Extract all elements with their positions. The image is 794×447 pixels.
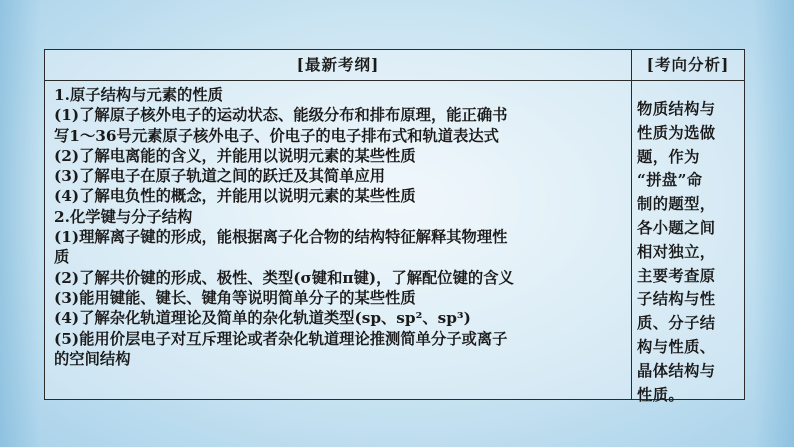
analysis-line: 各小题之间 — [637, 218, 716, 237]
syllabus-line: 2.化学键与分子结构 — [54, 207, 193, 226]
analysis-line: 物质结构与 — [637, 100, 716, 118]
right-edge-shade — [754, 0, 794, 447]
syllabus-line: (3)了解电子在原子轨道之间的跃迁及其简单应用 — [54, 167, 386, 186]
syllabus-line: (1)理解离子键的形成，能根据离子化合物的结构特征解释其物理性 — [54, 228, 508, 247]
left-edge-shade — [0, 0, 40, 447]
analysis-line: 相对独立， — [637, 242, 716, 261]
analysis-line: 质、分子结 — [637, 314, 716, 333]
syllabus-line: (1)了解原子核外电子的运动状态、能级分布和排布原理，能正确书 — [54, 106, 508, 125]
syllabus-line: (2)了解电离能的含义，并能用以说明元素的某些性质 — [54, 146, 416, 165]
header-latest-syllabus: [最新考纲] — [296, 55, 380, 74]
analysis-line: 性质为选做 — [637, 123, 716, 142]
column-divider — [631, 50, 632, 399]
analysis-line: 性质。 — [637, 385, 685, 404]
analysis-line: 构与性质、 — [637, 337, 716, 356]
syllabus-line: 质 — [54, 248, 70, 267]
header-divider — [45, 80, 744, 81]
analysis-line: 制的题型， — [637, 195, 716, 214]
analysis-line: 主要考查原 — [637, 266, 716, 285]
syllabus-line: (4)了解杂化轨道理论及简单的杂化轨道类型(sp、sp²、sp³) — [54, 309, 471, 328]
syllabus-line: (2)了解共价键的形成、极性、类型(σ键和π键)，了解配位键的含义 — [54, 268, 514, 287]
header-exam-analysis: [考向分析] — [646, 55, 730, 74]
analysis-line: 子结构与性 — [637, 290, 716, 309]
syllabus-line: 1.原子结构与元素的性质 — [54, 86, 223, 104]
analysis-content — [637, 98, 737, 407]
syllabus-line: (4)了解电负性的概念，并能用以说明元素的某些性质 — [54, 187, 416, 206]
analysis-line: 题，作为 — [637, 147, 700, 166]
analysis-line: “拼盘”命 — [637, 171, 703, 190]
syllabus-line: (5)能用价层电子对互斥理论或者杂化轨道理论推测简单分子或离子 — [54, 329, 508, 348]
syllabus-line: 写1～36号元素原子核外电子、价电子的电子排布式和轨道表达式 — [54, 126, 499, 145]
syllabus-line: (3)能用键能、键长、键角等说明简单分子的某些性质 — [54, 288, 416, 307]
syllabus-content — [54, 85, 626, 369]
analysis-line: 晶体结构与 — [637, 361, 716, 380]
syllabus-line: 的空间结构 — [54, 349, 131, 368]
syllabus-table — [44, 49, 745, 404]
